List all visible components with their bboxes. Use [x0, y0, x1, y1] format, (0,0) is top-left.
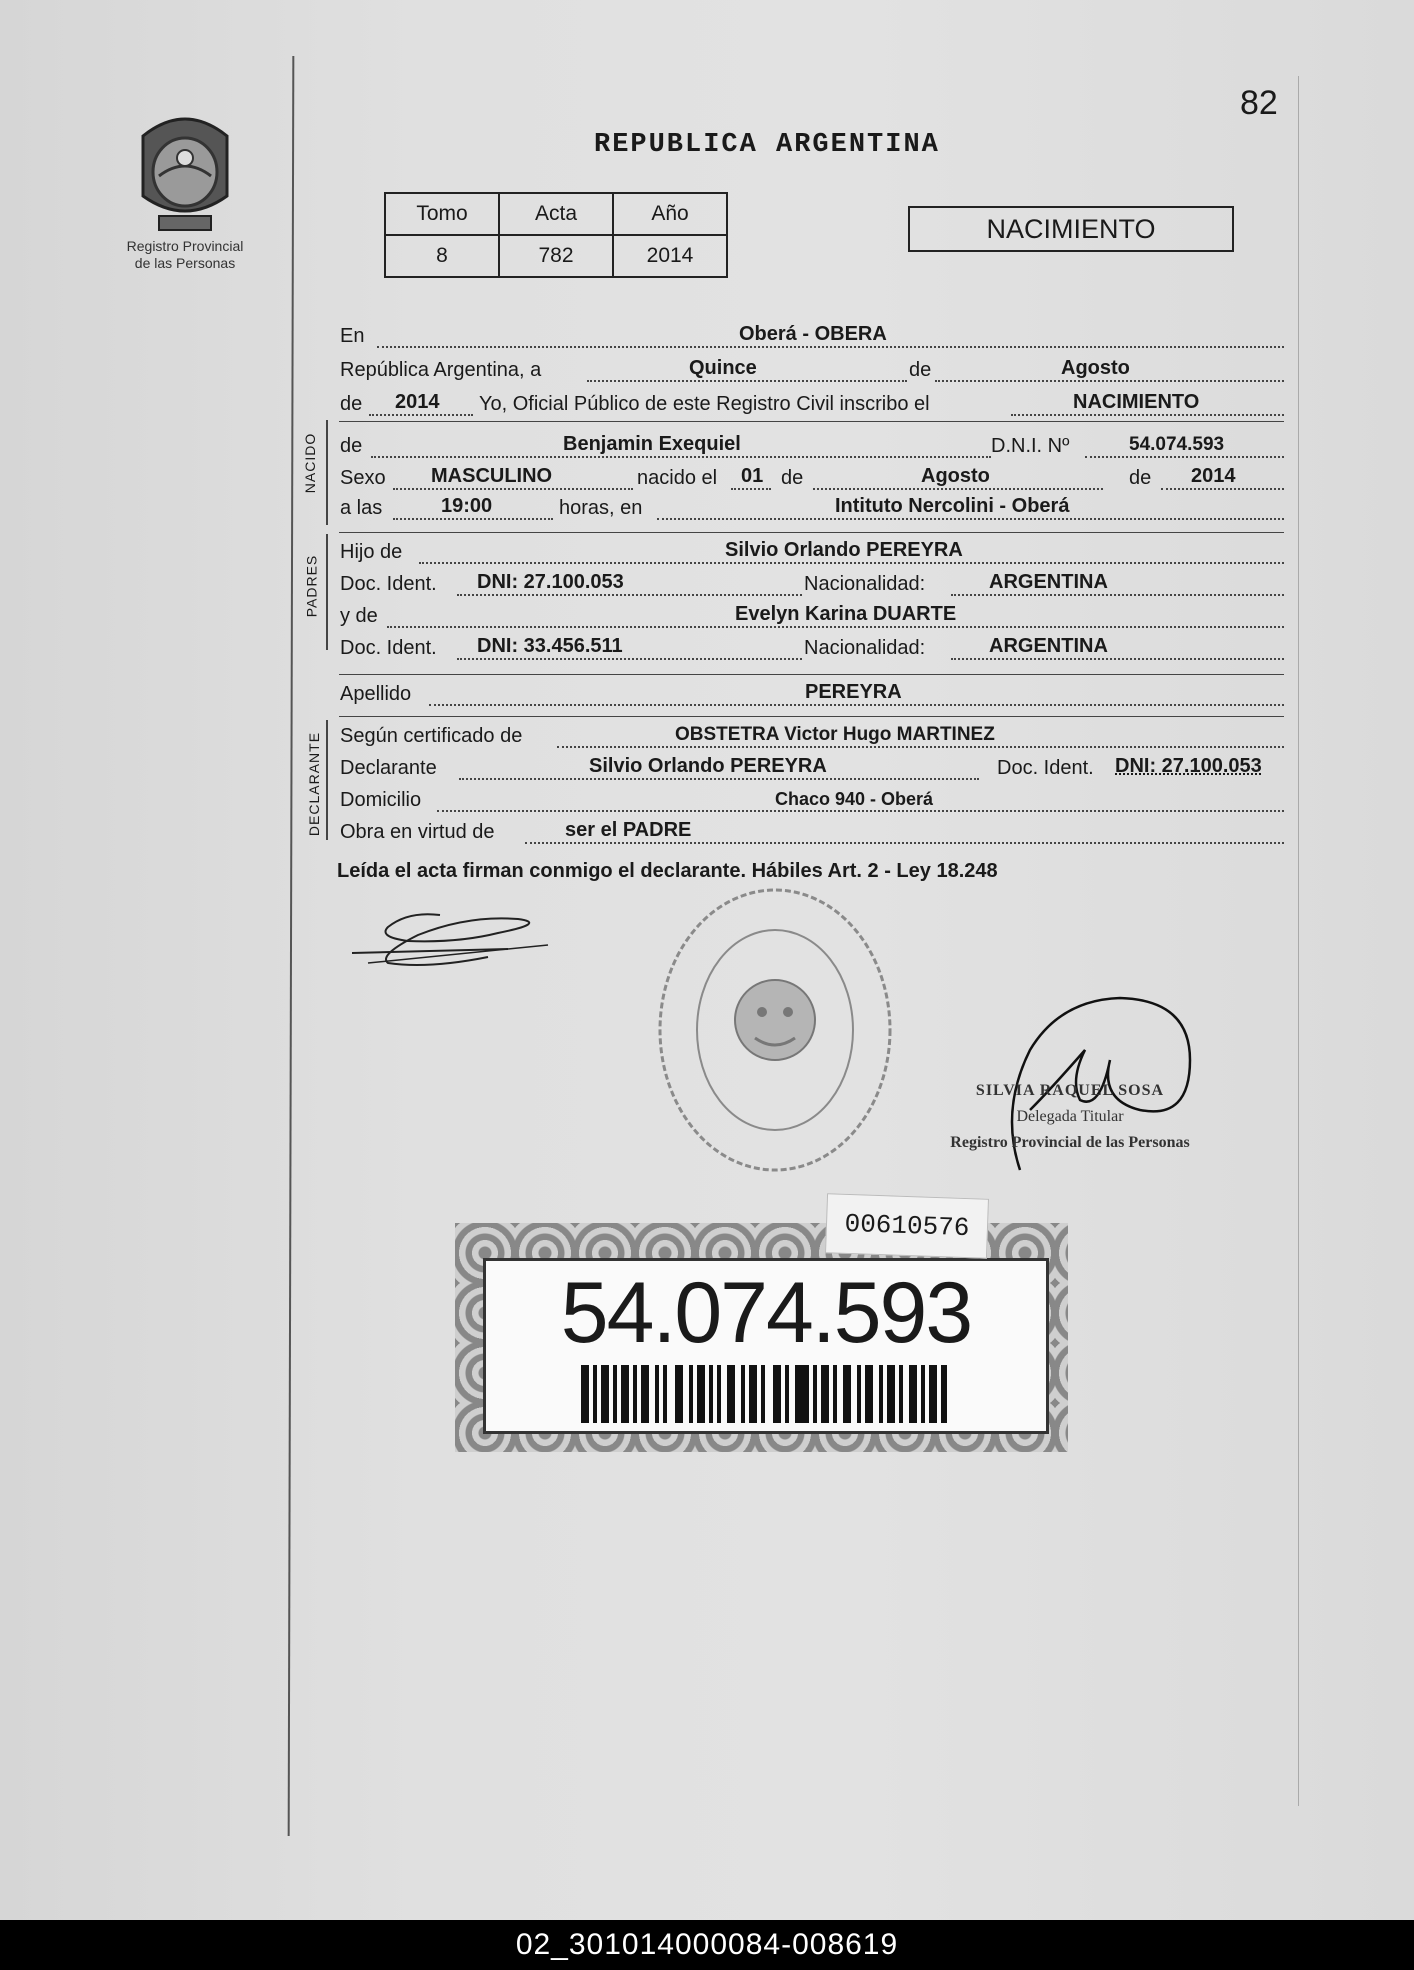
mes-dots — [935, 380, 1284, 382]
row-madre-doc — [339, 630, 1284, 660]
divider-4 — [339, 716, 1284, 717]
barcode — [581, 1365, 951, 1423]
dni-value: 54.074.593 — [1129, 434, 1225, 455]
nac-de-label: de — [781, 467, 804, 489]
footer-file-id: 02_301014000084-008619 — [0, 1920, 1414, 1970]
horas-en-label: horas, en — [559, 497, 643, 519]
madre-doc-label: Doc. Ident. — [340, 637, 437, 659]
nacido-el-label: nacido el — [637, 467, 718, 489]
row-padre-doc — [339, 566, 1284, 596]
declarant-signature — [348, 905, 558, 975]
register-header-anio: Año — [613, 193, 727, 235]
left-margin-rule — [288, 56, 295, 1836]
logo-caption-line2: de las Personas — [134, 255, 236, 271]
dia-dots — [587, 380, 907, 382]
dni-label: D.N.I. Nº — [991, 435, 1070, 457]
sexo-label: Sexo — [340, 467, 386, 489]
province-coat-of-arms-logo — [125, 106, 245, 236]
declarante-label: Declarante — [340, 757, 437, 779]
row-padre — [339, 534, 1284, 564]
en-dots — [377, 346, 1284, 348]
right-margin-rule — [1298, 76, 1299, 1806]
officer-role: Delegada Titular — [1016, 1108, 1124, 1125]
record-type-box: NACIMIENTO — [908, 206, 1234, 252]
register-header-row — [385, 193, 727, 235]
divider-1 — [339, 421, 1284, 422]
divider-3 — [339, 674, 1284, 675]
register-header-acta: Acta — [499, 193, 613, 235]
nac-de2-label: de — [1129, 467, 1152, 489]
apellido-label: Apellido — [340, 683, 412, 705]
dni-dots — [1085, 456, 1284, 458]
decl-doc-label: Doc. Ident. — [997, 757, 1094, 779]
document-title: REPUBLICA ARGENTINA — [594, 130, 940, 160]
section-label-nacido: NACIDO — [302, 432, 319, 494]
dni-sticker-number: 54.074.593 — [560, 1265, 972, 1361]
register-value-anio: 2014 — [613, 235, 727, 277]
inscribo-dots — [1011, 414, 1284, 416]
hora-value: 19:00 — [441, 495, 493, 517]
row-hora — [339, 490, 1284, 520]
obra-label: Obra en virtud de — [340, 821, 495, 843]
declarante-dots — [459, 778, 979, 780]
domicilio-label: Domicilio — [340, 789, 422, 811]
anio-dots — [369, 414, 473, 416]
nombre-label: de — [340, 435, 363, 457]
register-value-acta: 782 — [499, 235, 613, 277]
madre-nac-dots — [951, 658, 1284, 660]
logo-caption-line1: Registro Provincial — [126, 238, 244, 254]
nac-anio-value: 2014 — [1191, 465, 1236, 487]
row-sexo — [339, 460, 1284, 490]
en-label: En — [340, 325, 365, 347]
officer-office: Registro Provincial de las Personas — [950, 1134, 1190, 1151]
apellido-dots — [429, 704, 1284, 706]
nac-dia-value: 01 — [741, 465, 764, 487]
row-fecha — [339, 352, 1284, 382]
republica-label: República Argentina, a — [340, 359, 542, 381]
closing-statement: Leída el acta firman conmigo el declarante. Hábiles Art. 2 - Ley 18.248 — [337, 860, 998, 882]
a-las-label: a las — [340, 497, 383, 519]
obra-value: ser el PADRE — [565, 819, 692, 841]
certificado-dots — [557, 746, 1284, 748]
hijo-de-label: Hijo de — [340, 541, 403, 563]
official-round-seal — [650, 880, 900, 1180]
inscribo-value: NACIMIENTO — [1073, 391, 1200, 413]
lugar-dots — [657, 518, 1284, 520]
page-number: 82 — [1240, 84, 1278, 122]
row-domicilio — [339, 782, 1284, 812]
officer-stamp — [940, 1078, 1200, 1156]
divider-2 — [339, 532, 1284, 533]
padre-value: Silvio Orlando PEREYRA — [725, 539, 963, 561]
lugar-value: Intituto Nercolini - Oberá — [835, 495, 1070, 517]
madre-doc-value: DNI: 33.456.511 — [477, 635, 623, 657]
dni-sticker — [483, 1258, 1049, 1434]
row-declarante — [339, 750, 1284, 780]
madre-nac-value: ARGENTINA — [989, 635, 1108, 657]
row-obra — [339, 814, 1284, 844]
madre-dots — [387, 626, 1284, 628]
row-inscripcion — [339, 386, 1284, 416]
en-value: Oberá - OBERA — [739, 323, 887, 345]
section-label-padres: PADRES — [303, 554, 320, 618]
padre-doc-value: DNI: 27.100.053 — [477, 571, 624, 593]
dia-value: Quince — [689, 357, 757, 379]
register-table — [384, 192, 728, 278]
control-number-label: 00610576 — [825, 1193, 989, 1259]
madre-doc-dots — [457, 658, 802, 660]
row-madre — [339, 598, 1284, 628]
register-value-tomo: 8 — [385, 235, 499, 277]
logo-caption — [105, 238, 265, 272]
row-apellido — [339, 676, 1284, 706]
row-certificado — [339, 718, 1284, 748]
certificado-value: OBSTETRA Victor Hugo MARTINEZ — [675, 724, 995, 745]
domicilio-dots — [437, 810, 1284, 812]
padre-dots — [419, 562, 1284, 564]
apellido-value: PEREYRA — [805, 681, 902, 703]
padre-doc-dots — [457, 594, 802, 596]
madre-value: Evelyn Karina DUARTE — [735, 603, 957, 625]
nombre-value: Benjamin Exequiel — [563, 433, 741, 455]
padre-nac-dots — [951, 594, 1284, 596]
anio-value: 2014 — [395, 391, 440, 413]
y-de-label: y de — [340, 605, 378, 627]
padre-doc-label: Doc. Ident. — [340, 573, 437, 595]
register-value-row — [385, 235, 727, 277]
sexo-value: MASCULINO — [431, 465, 553, 487]
section-bar-nacido — [326, 420, 328, 525]
obra-dots — [525, 842, 1284, 844]
row-nombre — [339, 428, 1284, 458]
section-bar-declarante — [326, 720, 328, 840]
padre-nac-value: ARGENTINA — [989, 571, 1108, 593]
nac-mes-value: Agosto — [921, 465, 990, 487]
section-bar-padres — [326, 534, 328, 650]
certificado-label: Según certificado de — [340, 725, 523, 747]
domicilio-value: Chaco 940 - Oberá — [775, 789, 934, 809]
section-label-declarante: DECLARANTE — [306, 731, 323, 837]
hora-dots — [393, 518, 553, 520]
yo-text: Yo, Oficial Público de este Registro Civil inscribo el — [479, 393, 930, 415]
nombre-dots — [371, 456, 991, 458]
row-en — [339, 318, 1284, 348]
de2-label: de — [340, 393, 363, 415]
officer-name: SILVIA RAQUEL SOSA — [975, 1082, 1165, 1099]
mes-value: Agosto — [1061, 357, 1130, 379]
de-label: de — [909, 359, 932, 381]
padre-nacionalidad-label: Nacionalidad: — [804, 573, 926, 595]
madre-nacionalidad-label: Nacionalidad: — [804, 637, 926, 659]
register-header-tomo: Tomo — [385, 193, 499, 235]
declarante-value: Silvio Orlando PEREYRA — [589, 755, 827, 777]
decl-doc-value: DNI: 27.100.053 — [1115, 755, 1262, 777]
